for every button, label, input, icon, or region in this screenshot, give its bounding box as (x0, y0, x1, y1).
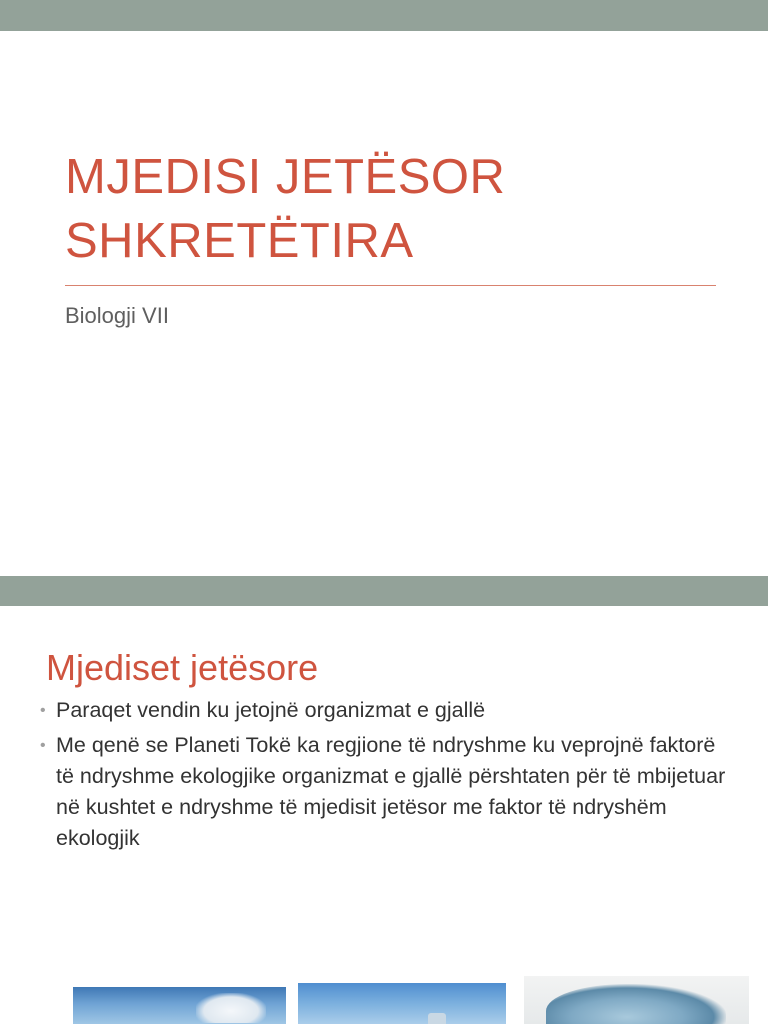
bullet-text: Paraqet vendin ku jetojnë organizmat e gjallë (56, 698, 486, 722)
cloud-shape (196, 993, 266, 1023)
title-divider (65, 285, 716, 286)
slide-title (65, 145, 505, 273)
slide-heading: Mjediset jetësore (46, 647, 319, 688)
bullet-item (40, 730, 730, 854)
bullet-dot-icon: • (40, 737, 46, 754)
slide-separator-band (0, 576, 768, 606)
slide-subtitle: Biologji VII (65, 303, 169, 328)
bullet-text: Me qenë se Planeti Tokë ka regjione të ndryshme ku veprojnë faktorë të ndryshme ekologjike organizmat e gjallë përshtaten për të mbijetuar në kushtet e ndryshme të mjedisit jetësor me faktor të ndryshëm ekologjik (56, 733, 726, 850)
content-slide (0, 606, 768, 1024)
iceberg-photo (524, 976, 749, 1024)
top-band (0, 0, 768, 31)
title-line-2: SHKRETËTIRA (65, 214, 414, 268)
sky-photo (73, 987, 286, 1024)
landscape-photo (298, 983, 506, 1024)
title-line-1: MJEDISI JETËSOR (65, 150, 506, 204)
ice-shape (546, 984, 726, 1024)
bullet-item (40, 695, 730, 726)
bullet-list (40, 695, 730, 858)
title-slide (0, 31, 768, 576)
bullet-dot-icon: • (40, 702, 46, 719)
structure-shape (428, 1013, 446, 1024)
